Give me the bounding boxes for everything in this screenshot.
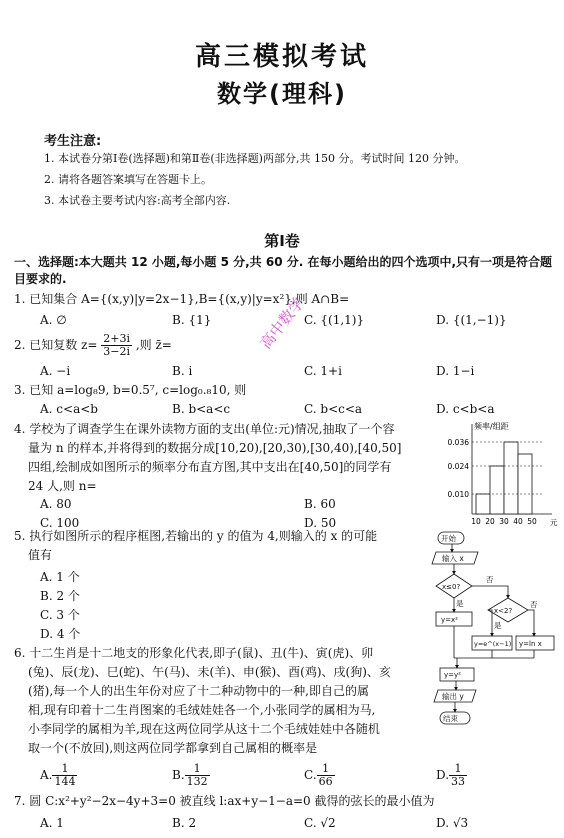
q4-line-3: 四组,绘制成如图所示的频率分布直方图,其中支出在[40,50]的同学有 bbox=[28, 460, 392, 474]
part-instructions: 一、选择题:本大题共 12 小题,每小题 5 分,共 60 分. 在每小题给出的四个选项中,只有一项是符合题目要求的. bbox=[14, 255, 553, 286]
q6-b-den: 132 bbox=[186, 775, 208, 788]
q5-line-1: 5. 执行如图所示的程序框图,若输出的 y 的值为 4,则输入的 x 的可能 bbox=[14, 529, 378, 543]
notice-heading: 考生注意: bbox=[44, 134, 102, 149]
flow-yes-1: 是 bbox=[456, 599, 464, 608]
q3-option-d: D. c<b<a bbox=[436, 402, 495, 416]
q1-option-a: A. ∅ bbox=[40, 313, 67, 327]
q7-option-c: C. √2 bbox=[304, 816, 336, 830]
watermark: 高中数学 bbox=[256, 293, 308, 353]
q1-option-b: B. {1} bbox=[172, 313, 212, 327]
q4-option-a: A. 80 bbox=[40, 497, 72, 511]
q5-option-a: A. 1 个 bbox=[40, 570, 80, 584]
q4-line-1: 4. 学校为了调查学生在课外读物方面的支出(单位:元)情况,抽取了一个容 bbox=[14, 422, 395, 436]
q6-a-num: 1 bbox=[52, 763, 77, 776]
histogram-bar bbox=[504, 442, 518, 514]
histogram-x-tick: 20 bbox=[485, 517, 495, 526]
q6-option-a bbox=[40, 763, 77, 788]
histogram-y-label: 频率/组距 bbox=[474, 422, 509, 431]
q6-line-5: 小李同学的属相为羊,现在这两位同学从这十二个毛绒娃娃中各随机 bbox=[28, 722, 380, 736]
q6-option-d bbox=[436, 763, 467, 788]
q6-a-label: A. bbox=[40, 768, 53, 782]
q5-option-b: B. 2 个 bbox=[40, 589, 80, 603]
q6-line-3: (猪),每一个人的出生年份对应了十二种动物中的一种,即自己的属 bbox=[28, 684, 369, 698]
q2-option-b: B. i bbox=[172, 364, 193, 378]
q1-option-d: D. {(1,−1)} bbox=[436, 313, 507, 327]
q5-option-d: D. 4 个 bbox=[40, 627, 81, 641]
q2-numerator: 2+3i bbox=[103, 332, 131, 345]
histogram-bar bbox=[490, 466, 504, 514]
histogram-x-tick: 40 bbox=[513, 517, 523, 526]
q6-c-den: 66 bbox=[318, 775, 333, 788]
q7-option-a: A. 1 bbox=[40, 816, 64, 830]
q2-stem bbox=[14, 333, 172, 358]
flow-cond2: x<2? bbox=[494, 607, 513, 615]
q6-option-b bbox=[172, 763, 210, 788]
flow-box4: y=y² bbox=[444, 671, 461, 679]
q6-line-1: 6. 十二生肖是十二地支的形象化代表,即子(鼠)、丑(牛)、寅(虎)、卯 bbox=[14, 646, 374, 660]
histogram-x-unit: 元 bbox=[550, 518, 558, 527]
histogram-y-tick: 0.036 bbox=[447, 438, 469, 447]
q2-denominator: 3−2i bbox=[103, 345, 131, 358]
flow-box3: y=ln x bbox=[519, 640, 542, 648]
q4-line-2: 量为 n 的样本,并将得到的数据分成[10,20),[20,30),[30,40),[40,50] bbox=[28, 441, 402, 455]
q3-option-b: B. b<a<c bbox=[172, 402, 231, 416]
q6-d-label: D. bbox=[436, 768, 450, 782]
q1-option-c: C. {(1,1)} bbox=[304, 313, 365, 327]
q6-d-num: 1 bbox=[449, 763, 467, 776]
flow-start: 开始 bbox=[441, 534, 456, 543]
section-title: 第Ⅰ卷 bbox=[264, 232, 300, 250]
histogram-x-tick: 50 bbox=[527, 517, 537, 526]
q6-a-den: 144 bbox=[54, 775, 76, 788]
q6-b-label: B. bbox=[172, 768, 185, 782]
notice-item-3: 3. 本试卷主要考试内容:高考全部内容. bbox=[44, 194, 231, 207]
histogram-x-tick: 10 bbox=[471, 517, 481, 526]
q6-c-label: C. bbox=[304, 768, 317, 782]
histogram-y-tick: 0.024 bbox=[447, 462, 469, 471]
flow-no-1: 否 bbox=[486, 575, 494, 584]
q3-option-a: A. c<a<b bbox=[40, 402, 98, 416]
q6-option-c bbox=[304, 763, 335, 788]
q2-option-d: D. 1−i bbox=[436, 364, 475, 378]
flow-box2: y=e^(x−1) bbox=[474, 640, 512, 648]
q7-option-b: B. 2 bbox=[172, 816, 197, 830]
q1-stem: 1. 已知集合 A={(x,y)|y=2x−1},B={(x,y)|y=x²},则 A∩B= bbox=[14, 292, 350, 306]
q4-line-4: 24 人,则 n= bbox=[28, 479, 97, 493]
q3-stem: 3. 已知 a=log₈9, b=0.5⁷, c=log₀.₈10, 则 bbox=[14, 383, 247, 397]
histogram-x-tick: 30 bbox=[499, 517, 509, 526]
q2-fraction bbox=[101, 333, 132, 358]
exam-subject: 数学(理科) bbox=[217, 80, 347, 108]
histogram-bar bbox=[476, 494, 490, 514]
flow-cond1: x≤0? bbox=[442, 583, 461, 591]
q6-line-4: 相,现有印着十二生肖图案的毛绒娃娃各一个,小张同学的属相为马, bbox=[28, 703, 376, 717]
q6-line-2: (兔)、辰(龙)、巳(蛇)、午(马)、未(羊)、申(猴)、酉(鸡)、戌(狗)、亥 bbox=[28, 665, 391, 679]
histogram-bar bbox=[518, 454, 532, 514]
flow-output: 输出 y bbox=[442, 692, 464, 701]
flow-input: 输入 x bbox=[442, 554, 464, 563]
flow-end: 结束 bbox=[443, 714, 458, 723]
notice-item-2: 2. 请将各题答案填写在答题卡上。 bbox=[44, 173, 212, 186]
flow-box1: y=x² bbox=[441, 616, 458, 624]
histogram-y-tick: 0.010 bbox=[447, 490, 469, 499]
q7-stem: 7. 圆 C:x²+y²−2x−4y+3=0 被直线 l:ax+y−1−a=0 截得的弦长的最小值为 bbox=[14, 794, 435, 808]
q5-option-c: C. 3 个 bbox=[40, 608, 80, 622]
q5-line-2: 值有 bbox=[28, 548, 53, 562]
q3-option-c: C. b<c<a bbox=[304, 402, 363, 416]
q7-option-d: D. √3 bbox=[436, 816, 469, 830]
q4-option-c: C. 100 bbox=[40, 516, 80, 530]
q6-d-den: 33 bbox=[451, 775, 466, 788]
q4-option-d: D. 50 bbox=[304, 516, 337, 530]
notice-item-1: 1. 本试卷分第Ⅰ卷(选择题)和第Ⅱ卷(非选择题)两部分,共 150 分。考试时间 120 分钟。 bbox=[44, 152, 466, 165]
frequency-histogram bbox=[436, 418, 558, 528]
flow-yes-2: 是 bbox=[494, 621, 502, 630]
q6-c-num: 1 bbox=[317, 763, 335, 776]
q2-option-c: C. 1+i bbox=[304, 364, 342, 378]
q4-option-b: B. 60 bbox=[304, 497, 336, 511]
program-flowchart bbox=[430, 530, 558, 728]
q2-option-a: A. −i bbox=[40, 364, 71, 378]
q2-pre: 2. 已知复数 z= bbox=[14, 338, 98, 352]
q6-line-6: 取一个(不放回),则这两位同学都拿到自己属相的概率是 bbox=[28, 741, 318, 755]
exam-title: 高三模拟考试 bbox=[194, 42, 369, 72]
flow-no-2: 否 bbox=[530, 600, 538, 609]
q6-b-num: 1 bbox=[185, 763, 210, 776]
q2-post: ,则 z̄= bbox=[135, 338, 172, 352]
